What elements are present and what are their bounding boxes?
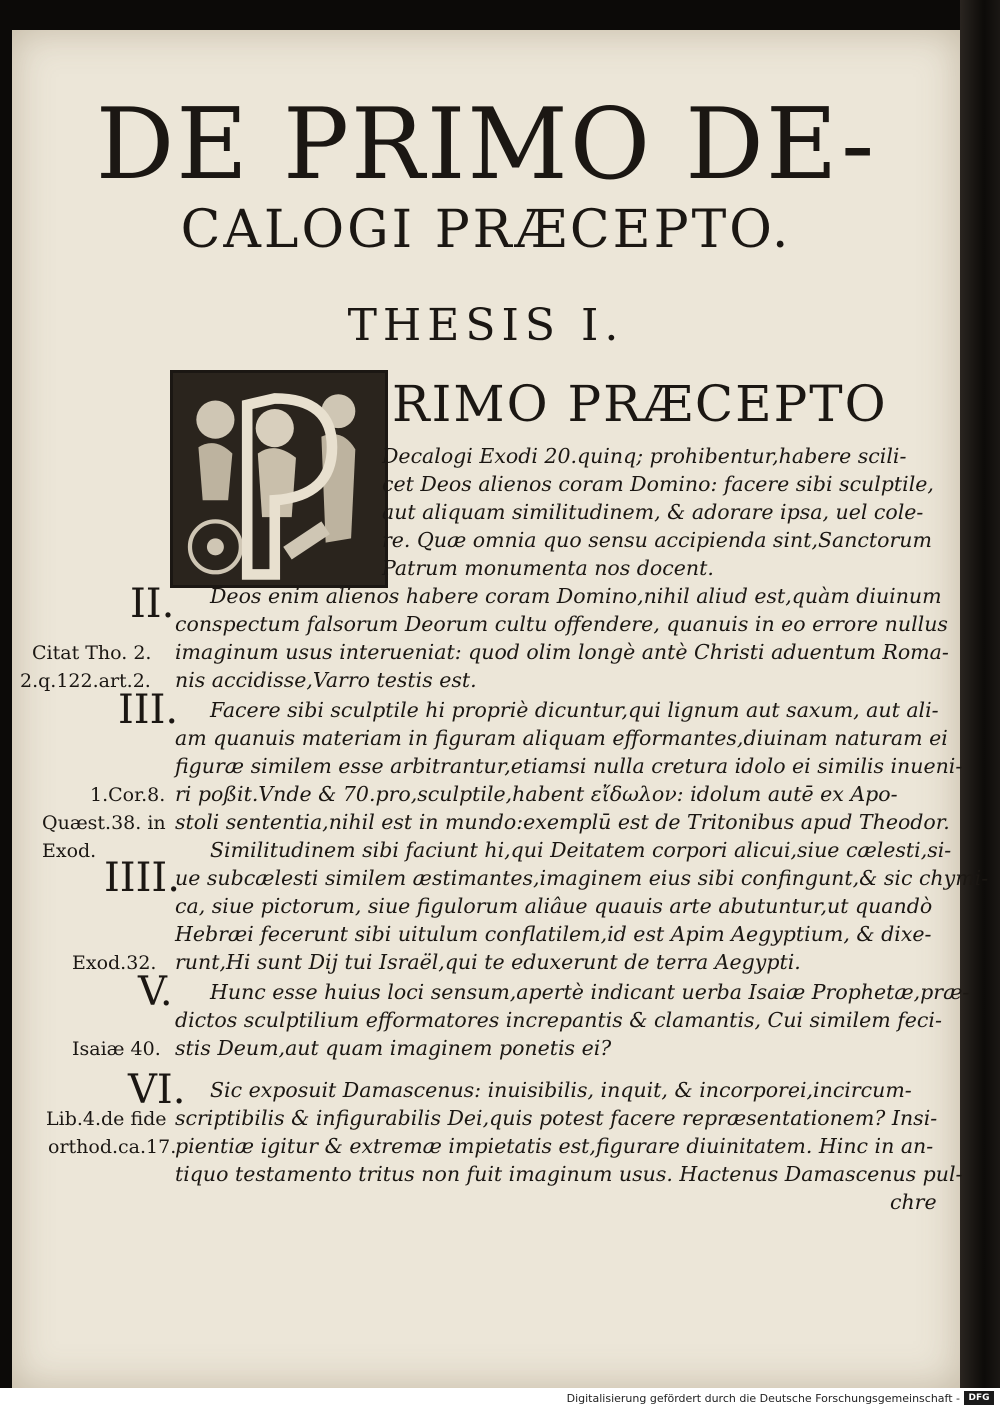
section-number-4: IIII.	[104, 855, 180, 901]
book-spine	[960, 0, 1000, 1388]
text-line: Sic exposuit Damascenus: inuisibilis, inquit, & incorporei,incircum-	[210, 1078, 912, 1102]
section-number-2: II.	[130, 581, 175, 627]
text-line: re. Quæ omnia quo sensu accipienda sint,Sanctorum	[382, 528, 932, 552]
text-line: nis accidisse,Varro testis est.	[175, 668, 477, 692]
text-line: scriptibilis & infigurabilis Dei,quis potest facere repræsentationem? Insi-	[175, 1106, 938, 1130]
funding-credit: Digitalisierung gefördert durch die Deutsche Forschungsgemeinschaft -	[566, 1392, 960, 1405]
margin-note: Lib.4.de fide	[46, 1108, 167, 1130]
title-line-1: DE PRIMO DE-	[95, 88, 877, 202]
margin-note: 2.q.122.art.2.	[20, 670, 151, 692]
text-line: ue subcælesti similem æstimantes,imaginem eius sibi confingunt,& sic chymi-	[175, 866, 989, 890]
text-line: conspectum falsorum Deorum cultu offendere, quanuis in eo errore nullus	[175, 612, 948, 636]
margin-note: 1.Cor.8.	[90, 784, 166, 806]
margin-note: Isaiæ 40.	[72, 1038, 161, 1060]
text-line: figuræ similem esse arbitrantur,etiamsi nulla cretura idolo ei similis inueni-	[175, 754, 963, 778]
text-line: imaginum usus interueniat: quod olim longè antè Christi aduentum Roma-	[175, 640, 949, 664]
text-line: Hebræi fecerunt sibi uitulum conflatilem,id est Apim Aegyptium, & dixe-	[175, 922, 932, 946]
text-line: Deos enim alienos habere coram Domino,nihil aliud est,quàm diuinum	[210, 584, 942, 608]
margin-note: Exod.	[42, 840, 97, 862]
text-line: stis Deum,aut quam imaginem ponetis ei?	[175, 1036, 612, 1060]
book-page	[12, 30, 989, 1388]
text-line: ri poßit.Vnde & 70.pro,sculptile,habent εἴδωλον: idolum autē ex Apo-	[175, 782, 898, 806]
section-number-3: III.	[118, 687, 179, 733]
margin-note: Exod.32.	[72, 952, 157, 974]
margin-note: Citat Tho. 2.	[32, 642, 152, 664]
text-line: dictos sculptilium efformatores increpantis & clamantis, Cui similem feci-	[175, 1008, 942, 1032]
margin-note: Quæst.38. in	[42, 812, 166, 834]
text-line: tiquo testamento tritus non fuit imaginum usus. Hactenus Damascenus pul-	[175, 1162, 963, 1186]
opening-words: RIMO PRÆCEPTO	[392, 375, 888, 433]
section-number-5: V.	[138, 969, 173, 1015]
text-line: Facere sibi sculptile hi propriè dicuntur,qui lignum aut saxum, aut ali-	[210, 698, 939, 722]
decorated-initial-p-illustration	[170, 370, 388, 588]
text-line: Patrum monumenta nos docent.	[382, 556, 714, 580]
title-line-2: CALOGI PRÆCEPTO.	[180, 200, 792, 260]
text-line: ca, siue pictorum, siue figulorum aliâue quauis arte abutuntur,ut quandò	[175, 894, 933, 918]
text-line: Decalogi Exodi 20.quinq; prohibentur,habere scili-	[382, 444, 907, 468]
text-line: pientiæ igitur & extremæ impietatis est,figurare diuinitatem. Hinc in an-	[175, 1134, 934, 1158]
thesis-heading: THESIS I.	[347, 300, 625, 351]
text-line: am quanuis materiam in figuram aliquam efformantes,diuinam naturam ei	[175, 726, 948, 750]
dfg-logo: DFG	[964, 1391, 994, 1405]
digitization-footer	[0, 1388, 1000, 1409]
catchword: chre	[890, 1190, 937, 1214]
margin-note: orthod.ca.17.	[48, 1136, 177, 1158]
section-number-6: VI.	[128, 1067, 186, 1113]
text-line: cet Deos alienos coram Domino: facere sibi sculptile,	[382, 472, 934, 496]
text-line: stoli sententia,nihil est in mundo:exemplū est de Tritonibus apud Theodor.	[175, 810, 950, 834]
text-line: Similitudinem sibi faciunt hi,qui Deitatem corpori alicui,siue cælesti,si-	[210, 838, 952, 862]
text-line: aut aliquam similitudinem, & adorare ipsa, uel cole-	[382, 500, 924, 524]
text-line: Hunc esse huius loci sensum,apertè indicant uerba Isaiæ Prophetæ,præ-	[210, 980, 970, 1004]
text-line: runt,Hi sunt Dij tui Israël,qui te eduxerunt de terra Aegypti.	[175, 950, 801, 974]
